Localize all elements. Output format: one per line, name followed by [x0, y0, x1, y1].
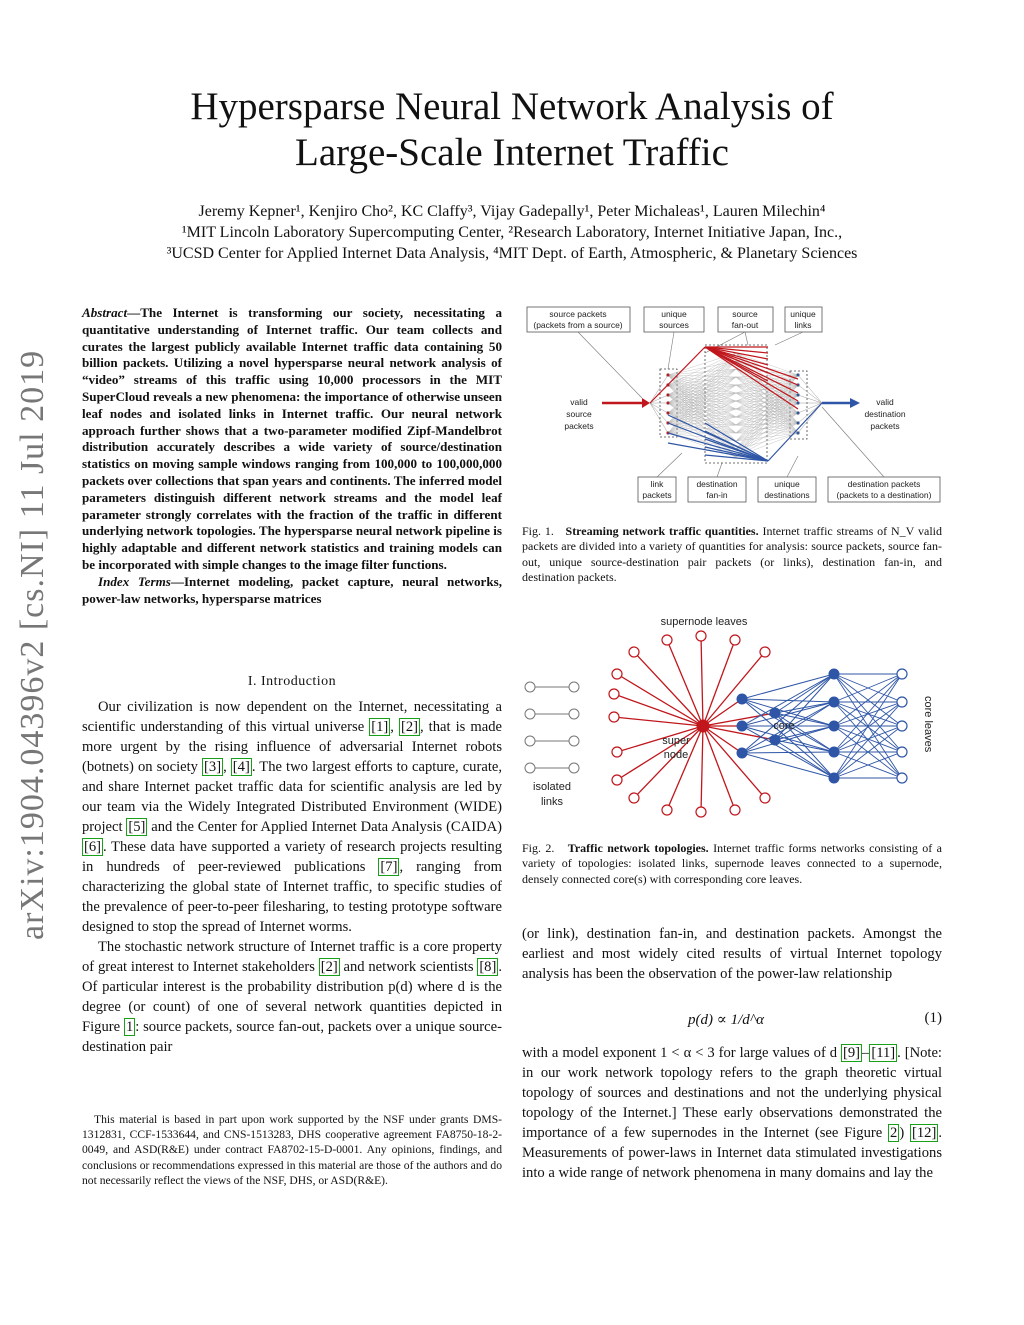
citation-link[interactable]: [12] — [912, 1125, 937, 1141]
core-leaf — [897, 721, 907, 731]
stream-node — [666, 393, 669, 396]
gray-edge — [650, 403, 668, 433]
core-leaf — [897, 747, 907, 757]
citation-link[interactable]: [7] — [380, 859, 398, 875]
citation-link[interactable]: [5] — [128, 819, 146, 835]
abstract-label: Abstract — [82, 305, 128, 320]
caption-number: Fig. 2. — [522, 841, 555, 855]
citation-link[interactable]: [8] — [479, 959, 497, 975]
core-node — [770, 708, 781, 719]
abstract-text: —The Internet is transforming our society, necessitating a quantitative understanding of Internet traffic. Our team collects and curates the largest publicly available Internet traffic data containing 50 billion packets. Utilizing a novel hypersparse neural network analysis of “video” streams of this traffic using 10,000 processors in the MIT SuperCloud reveals a new phenomena: the importance of otherwise unseen leaf nodes and isolated links in Internet traffic. Our neural network approach further shows that a two-parameter modified Zipf-Mandelbrot distribution accurately describes a wide variety of source/destination statistics on moving sample windows ranging from 100,000 to 100,000,000 packets over collections that span years and continents. The inferred model parameters distinguish different network streams and the model leaf parameter strongly correlates with the fraction of the traffic in different underlying network topologies. The hypersparse neural network pipeline is highly adaptable and different network statistics and training models can be incorporated with simple changes to the image filter functions. — [82, 305, 502, 572]
core-leaves-label: core leaves — [922, 696, 934, 753]
core-node — [770, 735, 781, 746]
supernode-leaf — [730, 635, 740, 645]
fig1-label: unique — [774, 479, 800, 489]
equation-number: (1) — [924, 1010, 942, 1026]
core-node — [829, 773, 840, 784]
fig1-label: link — [650, 479, 664, 489]
core-label: core — [773, 720, 795, 732]
fig1-label: destination — [864, 409, 906, 419]
figure-link[interactable]: 2 — [890, 1125, 898, 1141]
intro-text — [82, 697, 502, 1057]
isolated-links-label: links — [540, 796, 564, 808]
stream-node — [666, 411, 669, 414]
fig1-label: packets — [642, 490, 672, 500]
caption-number: Fig. 1. — [522, 524, 554, 538]
figure-link[interactable]: 1 — [125, 1019, 134, 1035]
fig1-label: source — [732, 309, 758, 319]
core-node — [829, 721, 840, 732]
figure-2-caption — [522, 841, 942, 887]
isolated-node — [569, 709, 579, 719]
fig1-label: (packets to a destination) — [836, 490, 932, 500]
supernode-leaf — [696, 807, 706, 817]
index-terms-text: —Internet modeling, packet capture, neural networks, power-law networks, hypersparse matrices — [82, 573, 502, 606]
isolated-node — [525, 682, 535, 692]
isolated-node — [569, 682, 579, 692]
caption-text: Internet traffic forms networks consisting of a variety of topologies: isolated links, supernode leaves connected to a supernode, densely connected core(s) with corresponding core leaves. — [522, 841, 943, 886]
fig1-label: links — [794, 320, 812, 330]
title-line-1: Hypersparse Neural Network Analysis of — [190, 85, 834, 128]
topology-edges — [530, 636, 902, 812]
core-node — [737, 721, 748, 732]
citation-link[interactable]: [3] — [204, 759, 222, 775]
supernode-label: node — [663, 749, 689, 761]
supernode-leaf — [612, 669, 622, 679]
supernode-edge — [617, 726, 703, 780]
fig1-label: fan-in — [706, 490, 728, 500]
stream-node — [796, 393, 799, 396]
core-edge — [742, 674, 834, 753]
isolated-node — [525, 763, 535, 773]
paper-title — [0, 84, 1024, 176]
citation-link[interactable]: [9] — [843, 1045, 861, 1061]
section-heading: I. Introduction — [247, 674, 337, 689]
fig1-label: valid — [570, 397, 588, 407]
citation-link[interactable]: [1] — [371, 719, 389, 735]
citation-link[interactable]: [4] — [232, 759, 250, 775]
fig1-label: source packets — [549, 309, 607, 319]
stream-node — [796, 373, 799, 376]
isolated-node — [569, 736, 579, 746]
caption-text: Internet traffic streams of N_V valid packets are divided into a variety of quantities for analysis: source packets, source fan-out, unique source-destination pair packets (or links), destination fan-in, and destination packets. — [522, 524, 942, 584]
output-arrowhead — [850, 398, 860, 408]
core-node — [737, 748, 748, 759]
supernode-leaf — [612, 775, 622, 785]
supernode-leaf — [730, 805, 740, 815]
right-col-paragraph-2: with a model exponent 1 < α < 3 for large values of d [9] – [11] . [Note: in our work network topology refers to the graph theoretic virtual topology of sources and destinations and not the underlying physical topology of the Internet.] These early observations demonstrated the importance of a few supernodes in the Internet (see Figure 2 ) [12] . Measurements of power-laws in Internet data stimulated investigations into a wide range of network phenomena in many domains and lay the — [522, 1045, 942, 1181]
author-block — [0, 201, 1024, 264]
stream-node — [666, 373, 669, 376]
supernode-edge — [703, 640, 735, 726]
gray-edge — [668, 375, 736, 377]
fig1-label: packets — [870, 421, 900, 431]
stream-node — [666, 401, 669, 404]
citation-link[interactable]: [11] — [871, 1045, 896, 1061]
fig1-label: unique — [661, 309, 687, 319]
author-names: Jeremy Kepner¹, Kenjiro Cho², KC Claffy³, Vijay Gadepally¹, Peter Michaleas¹, Lauren Milechin⁴ — [198, 203, 826, 220]
core-leaf — [897, 669, 907, 679]
fig1-label: (packets from a source) — [533, 320, 623, 330]
fig1-label: unique — [790, 309, 816, 319]
supernode-leaf — [760, 647, 770, 657]
supernode-leaf — [629, 793, 639, 803]
gray-edge — [650, 403, 668, 423]
input-arrowhead — [642, 398, 650, 408]
core-node — [829, 747, 840, 758]
index-terms-label: Index Terms — [98, 573, 171, 589]
figure-1-caption — [522, 524, 942, 585]
core-leaf — [897, 773, 907, 783]
core-node — [737, 694, 748, 705]
stream-node — [796, 421, 799, 424]
isolated-node — [569, 763, 579, 773]
gray-edge — [798, 403, 822, 413]
arxiv-stamp: arXiv:1904.04396v2 [cs.NI] 11 Jul 2019 — [14, 349, 51, 940]
supernode-leaf — [629, 647, 639, 657]
affiliations-1: ¹MIT Lincoln Laboratory Supercomputing Center, ²Research Laboratory, Internet Initiative Japan, Inc., — [181, 224, 843, 241]
gray-edge — [668, 361, 736, 403]
citation-link[interactable]: [6] — [84, 839, 102, 855]
supernode-edge — [667, 640, 703, 726]
gray-edge — [668, 401, 736, 433]
fig1-label: source — [566, 409, 592, 419]
intro-paragraph-1: Our civilization is now dependent on the Internet, necessitating a scientific understanding of this virtual universe [1] , [2] , that is made more urgent by the rising influence of adversarial Internet robots (botnets) on society [3] , [4] . The two largest efforts to capture, curate, and share Internet packet traffic data for scientific analysis are led by our team via the Widely Integrated Distributed Environment (WIDE) project [5] and the Center for Applied Internet Data Analysis (CAIDA) [6] . These data have supported a variety of research projects resulting in hundreds of peer-reviewed publications [7] , ranging from characterizing the global state of Internet traffic, to specific studies of the prevalence of peer-to-peer filesharing, to testing prototype software designed to stop the spread of Internet worms. — [82, 699, 503, 935]
supernode-edge — [703, 726, 735, 810]
gray-edge — [798, 385, 822, 403]
supernode-edge — [703, 652, 765, 726]
gray-edge — [650, 403, 668, 413]
supernode-leaf — [612, 747, 622, 757]
supernode-label: super — [662, 735, 690, 747]
supernode-leaf — [760, 793, 770, 803]
affiliations-2: ³UCSD Center for Applied Internet Data Analysis, ⁴MIT Dept. of Earth, Atmospheric, & Planetary Sciences — [166, 245, 858, 262]
fig1-label: destinations — [764, 490, 810, 500]
equation-1 — [522, 1010, 942, 1032]
right-col-paragraph-1: (or link), destination fan-in, and destination packets. Amongst the earliest and most widely cited results of virtual Internet topology analysis has been the observation of the power-law relationship — [522, 926, 942, 982]
core-node — [829, 669, 840, 680]
figure-1-diagram — [522, 303, 942, 503]
supernode-leaf — [609, 712, 619, 722]
stream-node — [796, 411, 799, 414]
supernode-leaves-label: supernode leaves — [660, 616, 748, 628]
core-edge — [742, 674, 834, 726]
supernode-edge — [701, 726, 703, 812]
caption-title: Streaming network traffic quantities. — [565, 524, 759, 538]
citation-link[interactable]: [2] — [400, 719, 418, 735]
citation-link[interactable]: [2] — [320, 959, 338, 975]
supernode-edge — [634, 652, 703, 726]
supernode-edge — [701, 636, 703, 726]
stream-node — [796, 431, 799, 434]
footnote: This material is based in part upon work supported by the NSF under grants DMS-1312831, CCF-1533644, and CNS-1513283, DHS cooperative agreement FA8750-18-2-0049, and ASD(R&E) under contract FA8702-15-D-0001. Any opinions, findings, and conclusions or recommendations expressed in this material are those of the authors and do not necessarily reflect the views of the NSF, DHS, or ASD(R&E). — [82, 1113, 502, 1187]
fig1-label: destination packets — [847, 479, 921, 489]
core-edge — [742, 752, 834, 753]
isolated-links-label: isolated — [533, 781, 571, 793]
fig1-label: destination — [696, 479, 738, 489]
fig1-label: packets — [564, 421, 594, 431]
supernode-leaf — [662, 805, 672, 815]
intro-paragraph-2: The stochastic network structure of Internet traffic is a core property of great interest to Internet stakeholders [2] and network scientists [8] . Of particular interest is the probability distribution p(d) where d is the degree (or count) of one of several network quantities depicted in Figure 1 : source packets, source fan-out, packets over a unique source-destination pair — [82, 939, 502, 1055]
gray-edge — [668, 385, 736, 403]
fig1-label: valid — [876, 397, 894, 407]
fig1-label: sources — [659, 320, 689, 330]
equation-body: p(d) ∝ 1/d^α — [688, 1012, 765, 1028]
title-line-2: Large-Scale Internet Traffic — [295, 131, 729, 174]
isolated-node — [525, 709, 535, 719]
core-node — [829, 697, 840, 708]
fig1-label: fan-out — [731, 320, 759, 330]
core-leaf — [897, 697, 907, 707]
caption-title: Traffic network topologies. — [567, 841, 709, 855]
isolated-node — [525, 736, 535, 746]
gray-edge — [668, 369, 736, 433]
abstract — [82, 305, 502, 607]
supernode-leaf — [609, 689, 619, 699]
supernode-leaf — [662, 635, 672, 645]
supernode-leaf — [696, 631, 706, 641]
figure-2-diagram — [522, 612, 942, 820]
supernode — [697, 720, 710, 733]
stream-node — [796, 401, 799, 404]
